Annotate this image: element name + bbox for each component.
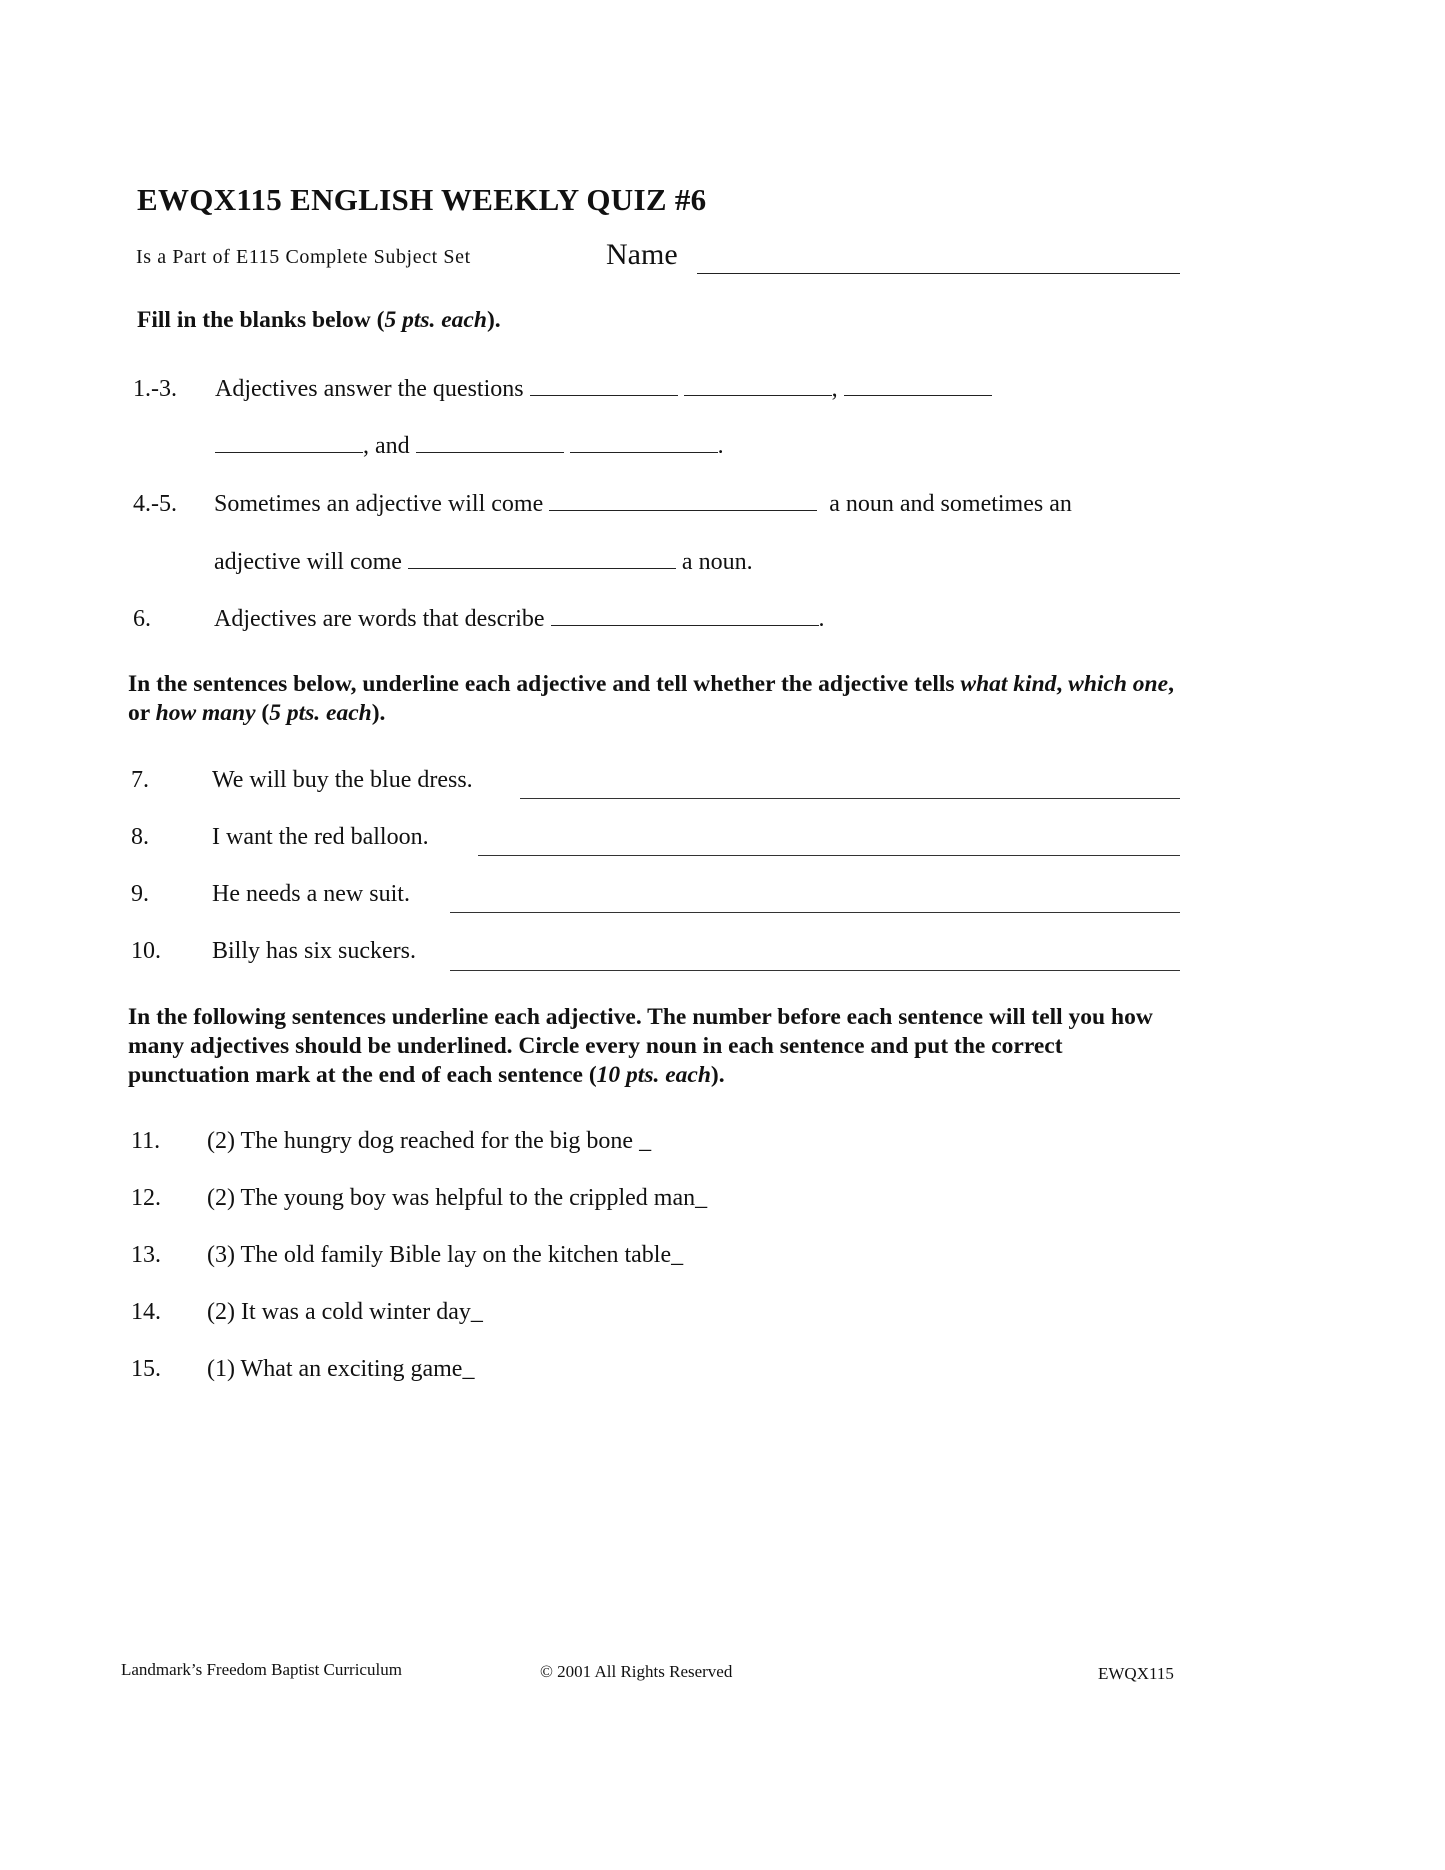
answer-blank-6[interactable]: [570, 451, 718, 453]
section1-instructions: Fill in the blanks below (5 pts. each).: [137, 307, 501, 333]
answer-blank-2[interactable]: [684, 394, 832, 396]
answer-line-10[interactable]: [450, 970, 1180, 971]
quiz-title: EWQX115 ENGLISH WEEKLY QUIZ #6: [137, 182, 707, 217]
item-number: 4.-5.: [133, 491, 177, 517]
item-number: 9.: [131, 881, 149, 907]
item-number: 13.: [131, 1242, 161, 1268]
item-number: 14.: [131, 1299, 161, 1325]
answer-line-8[interactable]: [478, 855, 1180, 856]
sentence-9: He needs a new suit.: [212, 881, 410, 907]
sentence-11: (2) The hungry dog reached for the big bone _: [207, 1128, 652, 1154]
item-number: 7.: [131, 767, 149, 793]
footer-curriculum: Landmark’s Freedom Baptist Curriculum: [121, 1660, 402, 1679]
answer-blank-1[interactable]: [530, 394, 678, 396]
sentence-7: We will buy the blue dress.: [212, 767, 473, 793]
item-number: 10.: [131, 938, 161, 964]
name-field[interactable]: [697, 273, 1180, 274]
sentence-14: (2) It was a cold winter day_: [207, 1299, 483, 1325]
subject-set-note: Is a Part of E115 Complete Subject Set: [136, 246, 471, 268]
answer-blank-3[interactable]: [844, 394, 992, 396]
sentence-10: Billy has six suckers.: [212, 938, 416, 964]
question-6: Adjectives are words that describe .: [214, 606, 825, 632]
answer-blank-before-after-2[interactable]: [408, 567, 676, 569]
item-number: 11.: [131, 1128, 161, 1154]
question-1-3: Adjectives answer the questions ,: [215, 376, 992, 403]
item-number: 6.: [133, 606, 151, 632]
answer-line-9[interactable]: [450, 912, 1180, 913]
section3-instructions: In the following sentences underline each adjective. The number before each sentence will tell you how many adjectives should be underlined. Circle every noun in each sentence and put the correct punctuation mark at the end of each sentence (10 pts. each).: [128, 1004, 1153, 1088]
sentence-12: (2) The young boy was helpful to the crippled man_: [207, 1185, 708, 1211]
sentence-8: I want the red balloon.: [212, 824, 429, 850]
sentence-15: (1) What an exciting game_: [207, 1356, 475, 1382]
question-4-5: Sometimes an adjective will come a noun and sometimes an: [214, 491, 1072, 517]
answer-blank-5[interactable]: [416, 451, 564, 453]
footer-copyright: © 2001 All Rights Reserved: [540, 1662, 733, 1681]
item-number: 8.: [131, 824, 149, 850]
answer-blank-before-after-1[interactable]: [549, 509, 817, 511]
answer-blank-4[interactable]: [215, 451, 363, 453]
item-number: 12.: [131, 1185, 161, 1211]
answer-blank-describe[interactable]: [551, 624, 819, 626]
question-4-5-continued: adjective will come a noun.: [214, 549, 753, 575]
name-label: Name: [606, 238, 678, 271]
question-1-3-continued: , and .: [215, 433, 724, 460]
item-number: 15.: [131, 1356, 161, 1382]
sentence-13: (3) The old family Bible lay on the kitchen table_: [207, 1242, 684, 1268]
item-number: 1.-3.: [133, 376, 177, 402]
section2-instructions: In the sentences below, underline each adjective and tell whether the adjective tells what kind, which one, or how many (5 pts. each).: [128, 671, 1174, 726]
answer-line-7[interactable]: [520, 798, 1180, 799]
footer-code: EWQX115: [1098, 1664, 1174, 1683]
